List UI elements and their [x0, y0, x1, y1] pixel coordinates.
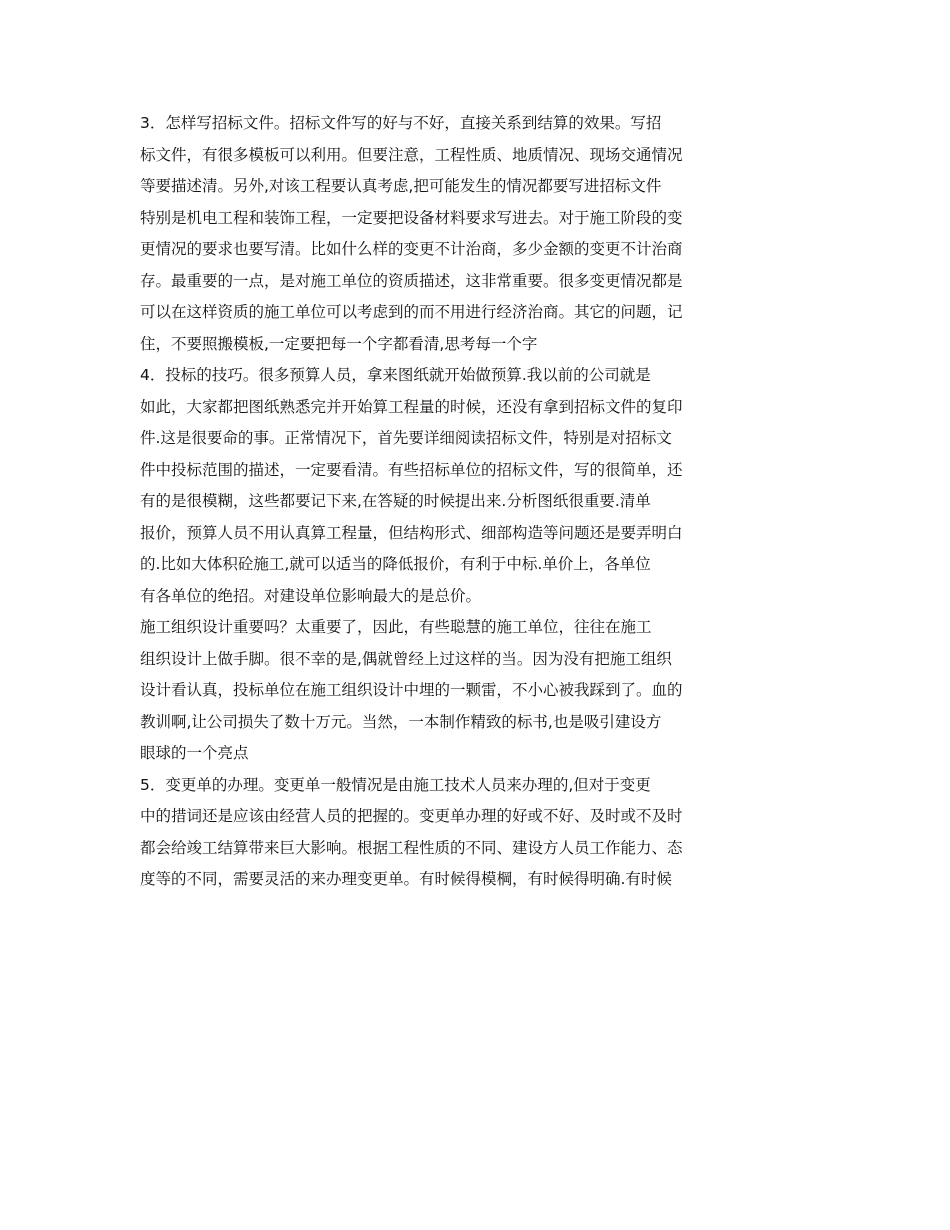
text-line: 如此，大家都把图纸熟悉完并开始算工程量的时候，还没有拿到招标文件的复印 [140, 397, 683, 416]
text-line: 等要描述清。另外,对该工程要认真考虑,把可能发生的情况都要写进招标文件 [140, 177, 662, 195]
text-line: 标文件，有很多模板可以利用。但要注意，工程性质、地质情况、现场交通情况 [140, 145, 683, 164]
text-line: 设计看认真，投标单位在施工组织设计中埋的一颗雷，不小心被我踩到了。血的 [140, 681, 683, 699]
text-line: 5．变更单的办理。变更单一般情况是由施工技术人员来办理的,但对于变更 [140, 775, 651, 794]
text-line: 可以在这样资质的施工单位可以考虑到的而不用进行经济治商。其它的问题，记 [140, 303, 683, 321]
text-line: 特别是机电工程和装饰工程，一定要把设备材料要求写进去。对于施工阶段的变 [140, 208, 683, 227]
text-line: 都会给竣工结算带来巨大影响。根据工程性质的不同、建设方人员工作能力、态 [140, 838, 683, 857]
text-line: 有各单位的绝招。对建设单位影响最大的是总价。 [140, 586, 482, 605]
text-line: 中的措词还是应该由经营人员的把握的。变更单办理的好或不好、及时或不及时 [140, 807, 683, 825]
text-line: 住，不要照搬模板,一定要把每一个字都看清,思考每一个字 [140, 334, 538, 353]
text-line: 件中投标范围的描述，一定要看清。有些招标单位的招标文件，写的很简单，还 [140, 460, 683, 479]
text-line: 的.比如大体积砼施工,就可以适当的降低报价，有利于中标.单价上，各单位 [140, 555, 651, 573]
text-line: 件.这是很要命的事。正常情况下，首先要详细阅读招标文件，特别是对招标文 [140, 429, 672, 447]
text-line: 有的是很模糊，这些都要记下来,在答疑的时候提出来.分析图纸很重要.清单 [140, 492, 651, 510]
text-line: 教训啊,让公司损失了数十万元。当然，一本制作精致的标书,也是吸引建设方 [140, 712, 662, 731]
text-line: 3．怎样写招标文件。招标文件写的好与不好，直接关系到结算的效果。写招 [140, 114, 662, 132]
text-line: 组织设计上做手脚。很不幸的是,偶就曾经上过这样的当。因为没有把施工组织 [140, 649, 672, 668]
text-line: 更情况的要求也要写清。比如什么样的变更不计治商，多少金额的变更不计治商 [140, 240, 683, 258]
text-line: 眼球的一个亮点 [140, 744, 249, 762]
text-line: 4．投标的技巧。很多预算人员，拿来图纸就开始做预算.我以前的公司就是 [140, 366, 651, 384]
text-line: 施工组织设计重要吗？太重要了，因此，有些聪慧的施工单位，往往在施工 [140, 618, 652, 636]
text-line: 报价，预算人员不用认真算工程量，但结构形式、细部构造等问题还是要弄明白 [140, 523, 683, 542]
body-text [140, 108, 780, 896]
text-line: 度等的不同，需要灵活的来办理变更单。有时候得模棡，有时候得明确.有时候 [140, 870, 672, 888]
text-line: 存。最重要的一点，是对施工单位的资质描述，这非常重要。很多变更情况都是 [140, 271, 683, 290]
